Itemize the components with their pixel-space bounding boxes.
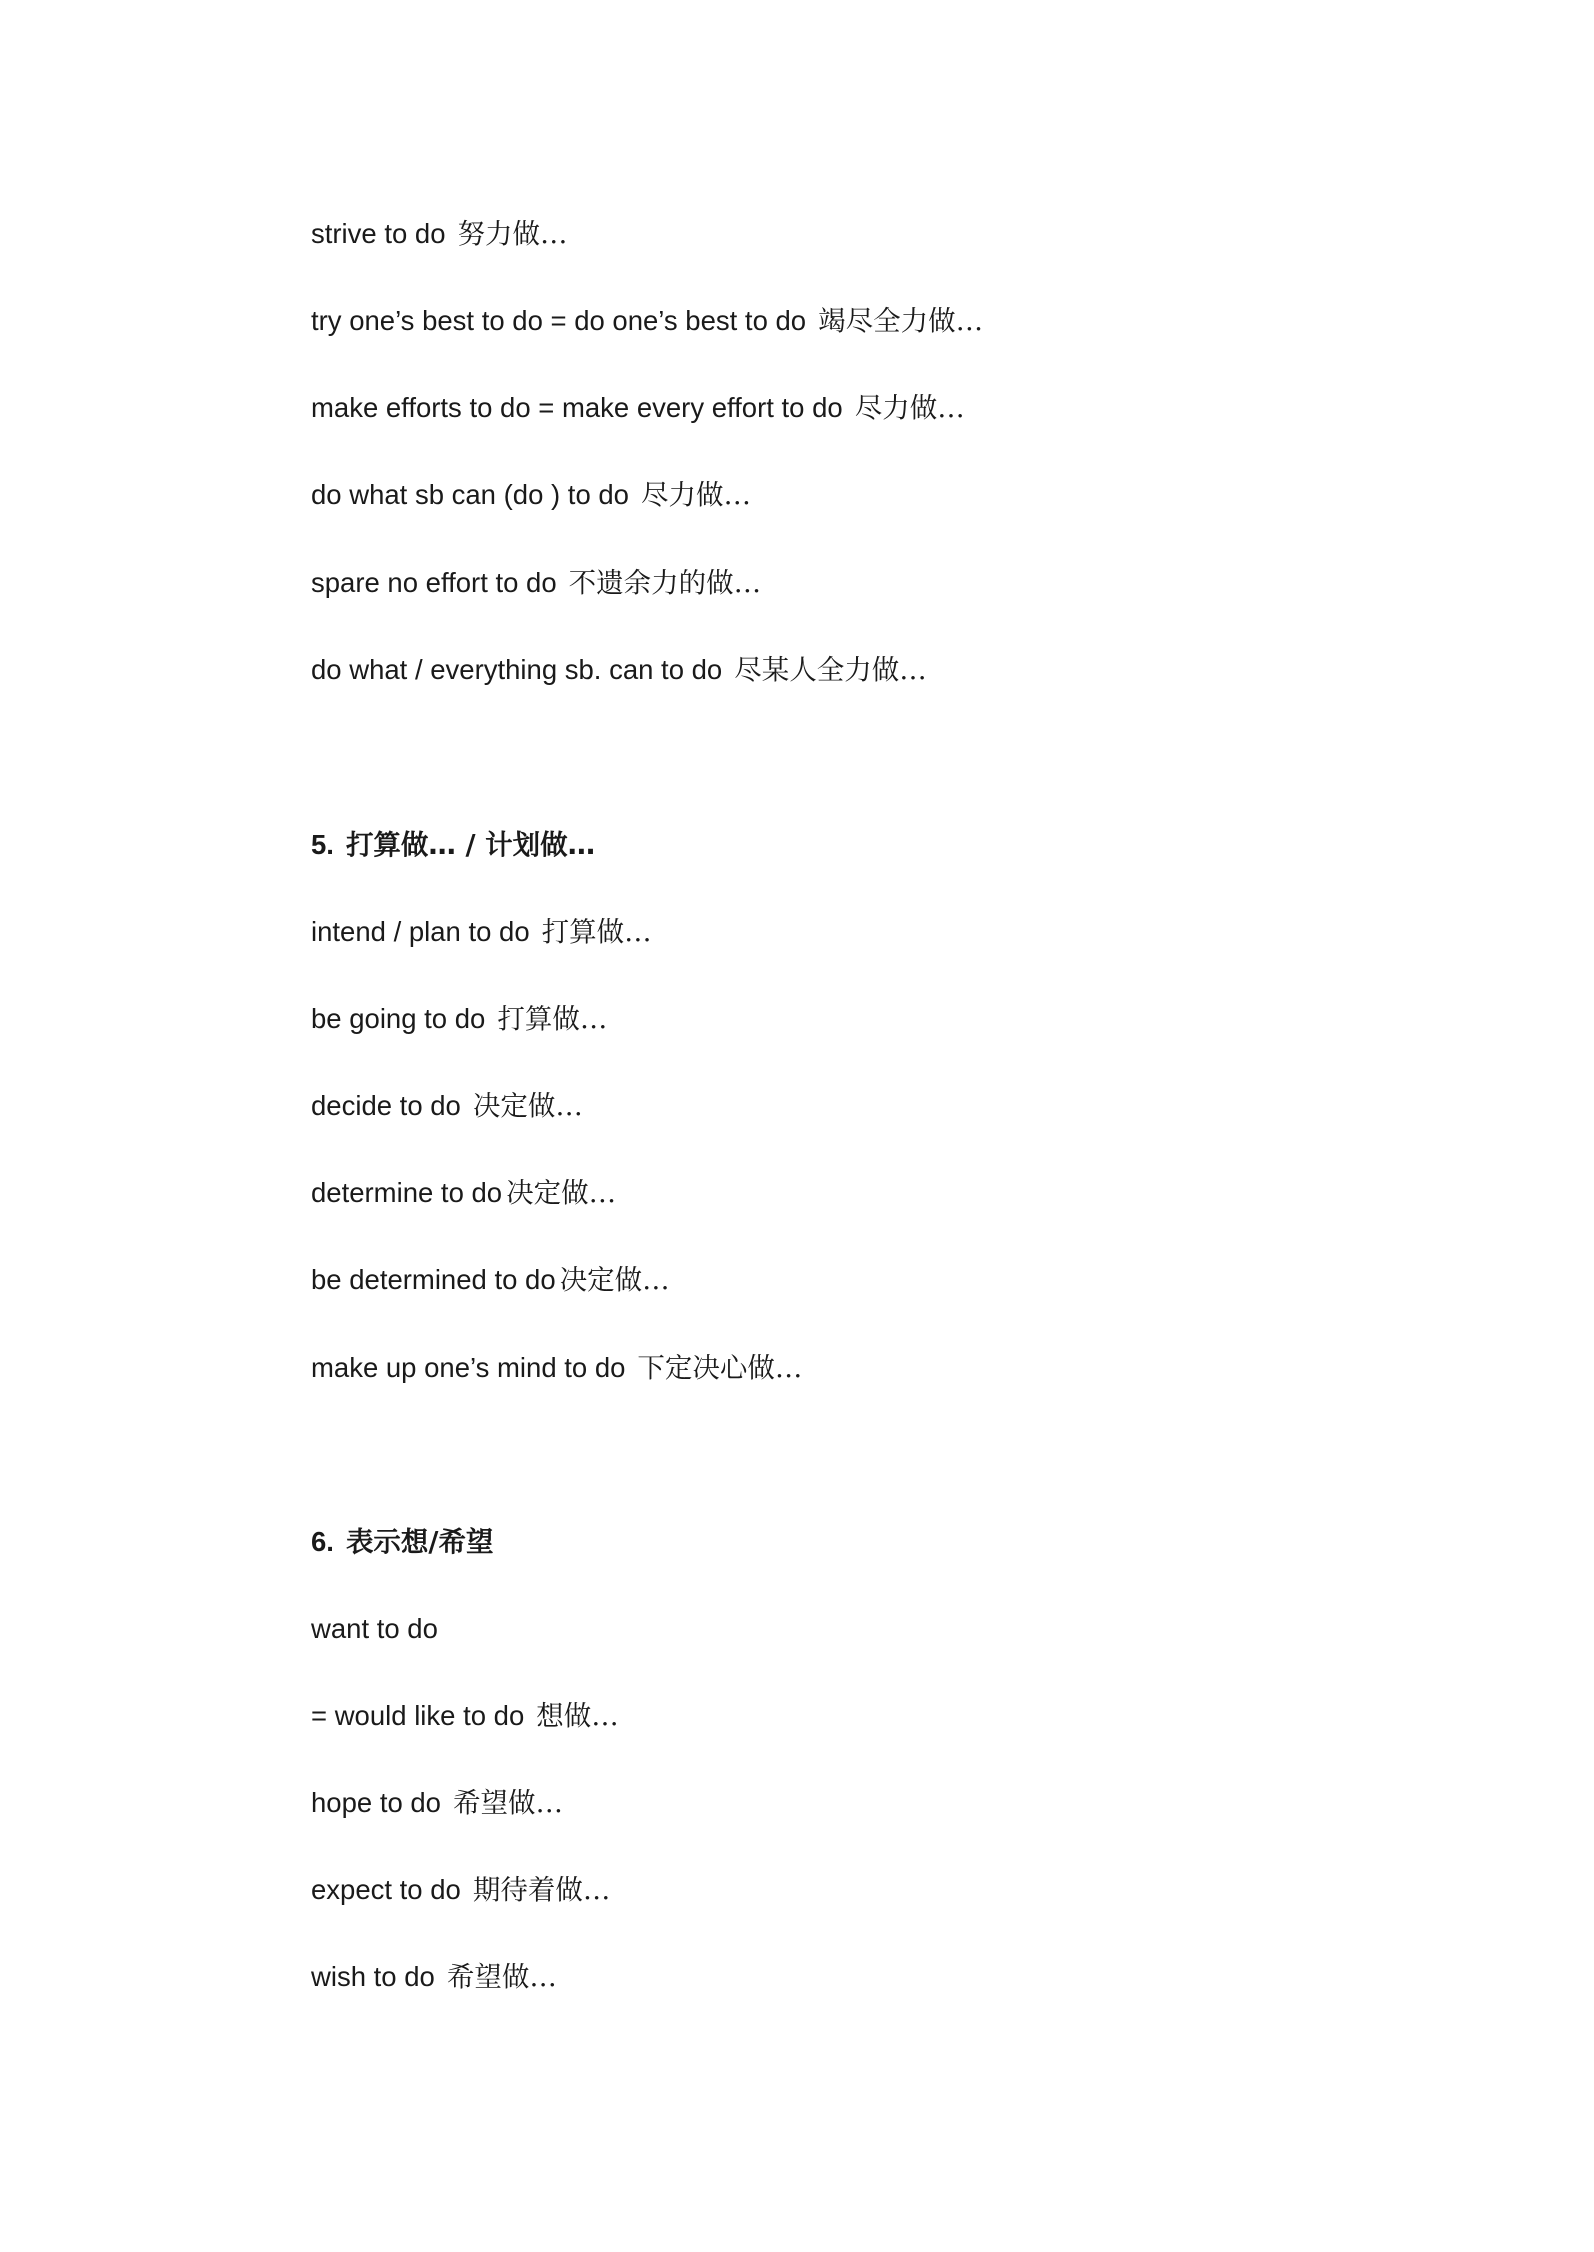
phrase-line xyxy=(311,1698,619,1734)
phrase-line xyxy=(311,1872,610,1908)
phrase-chinese: 努力做… xyxy=(457,218,568,250)
phrase-line xyxy=(311,652,927,688)
phrase-line xyxy=(311,1611,450,1647)
phrase-line xyxy=(311,565,761,601)
section-heading xyxy=(311,1524,493,1560)
phrase-chinese: 打算做… xyxy=(497,1003,608,1035)
phrase-english: do what / everything sb. can to do xyxy=(311,654,723,685)
phrase-english: make up one’s mind to do xyxy=(311,1352,626,1383)
phrase-english: do what sb can (do ) to do xyxy=(311,479,629,510)
phrase-chinese: 打算做… xyxy=(541,916,652,948)
phrase-line xyxy=(311,914,652,950)
phrase-line xyxy=(311,1088,583,1124)
phrase-english: spare no effort to do xyxy=(311,567,557,598)
phrase-english: = would like to do xyxy=(311,1700,525,1731)
phrase-english: hope to do xyxy=(311,1787,441,1818)
section-number: 6. xyxy=(311,1526,334,1557)
phrase-chinese: 希望做… xyxy=(446,1961,557,1993)
phrase-chinese: 不遗余力的做… xyxy=(568,567,762,599)
phrase-english: make efforts to do = make every effort to do xyxy=(311,392,843,423)
phrase-chinese: 尽某人全力做… xyxy=(734,654,927,686)
phrase-line xyxy=(311,1959,557,1995)
phrase-line xyxy=(311,1175,616,1211)
phrase-english: be determined to do xyxy=(311,1264,556,1295)
section-title: 表示想/希望 xyxy=(345,1526,494,1558)
phrase-english: determine to do xyxy=(311,1177,503,1208)
phrase-chinese: 决定做… xyxy=(506,1177,617,1209)
phrase-line xyxy=(311,216,568,252)
phrase-line xyxy=(311,1262,670,1298)
phrase-chinese: 决定做… xyxy=(559,1264,670,1296)
phrase-line xyxy=(311,303,983,339)
phrase-chinese: 尽力做… xyxy=(854,392,965,424)
phrase-english: expect to do xyxy=(311,1874,461,1905)
phrase-line xyxy=(311,1350,802,1386)
phrase-english: try one’s best to do = do one’s best to do xyxy=(311,305,807,336)
phrase-chinese: 期待着做… xyxy=(472,1874,611,1906)
phrase-chinese: 下定决心做… xyxy=(637,1352,803,1384)
phrase-chinese: 决定做… xyxy=(472,1090,583,1122)
section-number: 5. xyxy=(311,829,334,860)
phrase-english: want to do xyxy=(311,1613,438,1644)
phrase-english: decide to do xyxy=(311,1090,461,1121)
phrase-english: intend / plan to do xyxy=(311,916,530,947)
phrase-line xyxy=(311,1001,607,1037)
phrase-chinese: 想做… xyxy=(536,1700,619,1732)
phrase-english: wish to do xyxy=(311,1961,435,1992)
phrase-english: be going to do xyxy=(311,1003,486,1034)
phrase-line xyxy=(311,477,751,513)
phrase-english: strive to do xyxy=(311,218,446,249)
phrase-line xyxy=(311,1785,563,1821)
phrase-chinese: 希望做… xyxy=(452,1787,563,1819)
section-heading xyxy=(311,827,595,863)
phrase-line xyxy=(311,390,965,426)
phrase-chinese: 尽力做… xyxy=(640,479,751,511)
phrase-chinese: 竭尽全力做… xyxy=(818,305,984,337)
section-title: 打算做… / 计划做… xyxy=(345,829,596,861)
